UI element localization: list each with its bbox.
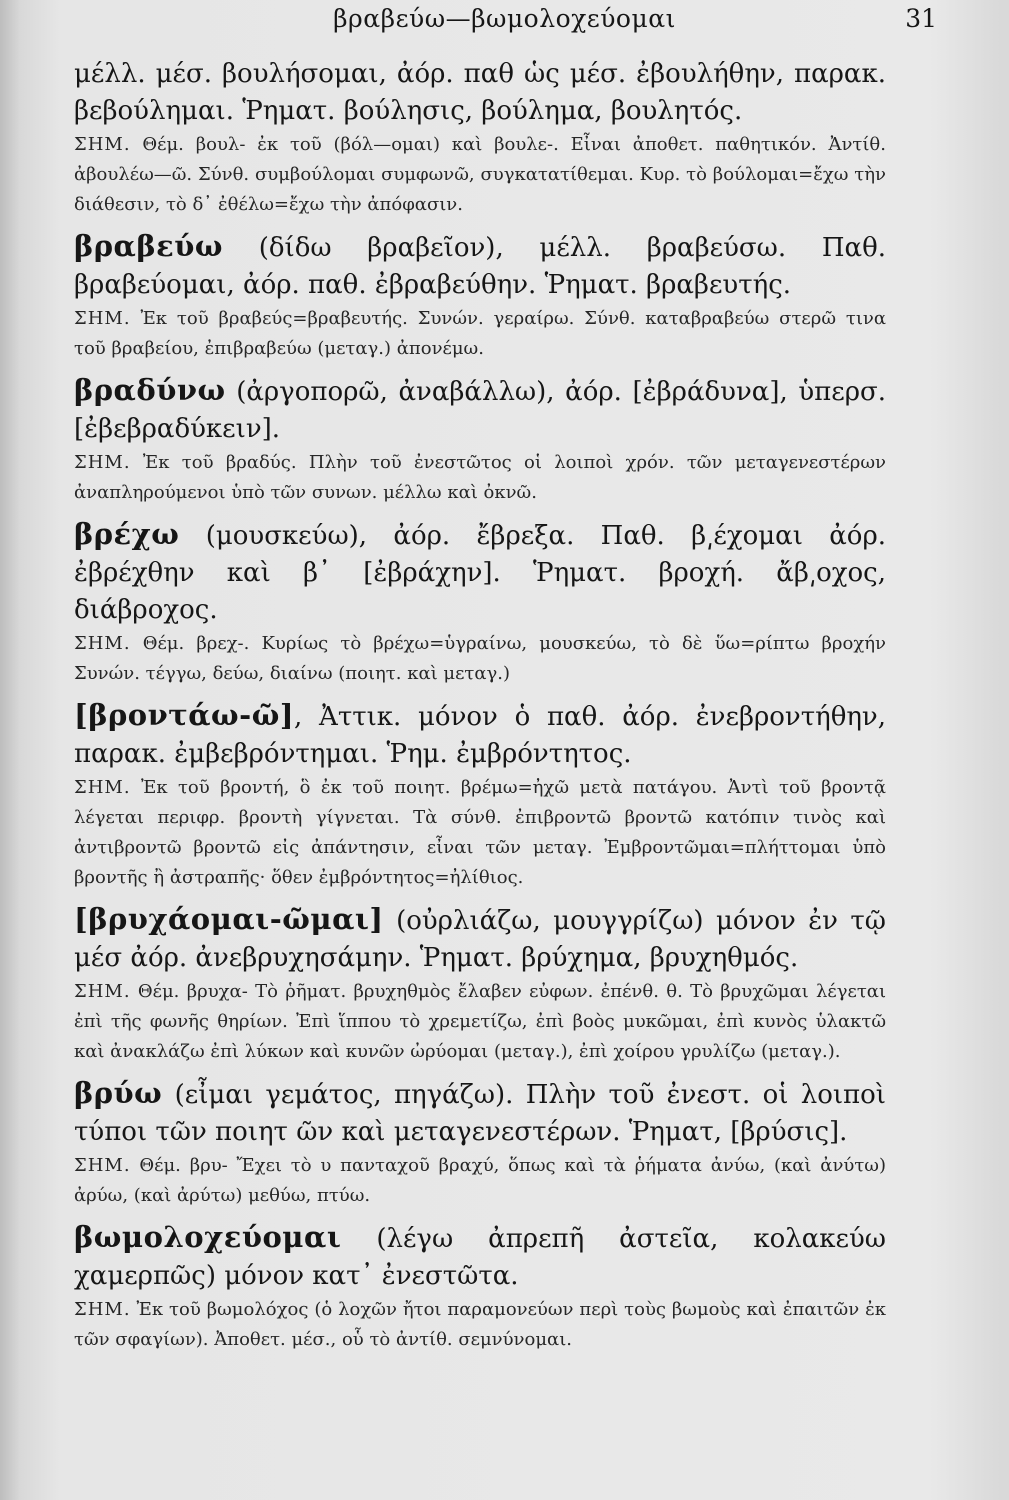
note-paragraph bbox=[74, 629, 886, 689]
running-head bbox=[0, 4, 1009, 40]
entry-text: (εἶμαι γεμάτος, πηγάζω). Πλὴν τοῦ ἐνεστ. οἱ λοιποὶ τύποι τῶν ποιητ ῶν καὶ μεταγενεστέρων. Ῥηματ, [βρύσις]. bbox=[74, 1080, 886, 1147]
entry-brabeuo bbox=[74, 228, 886, 304]
note-label: ΣΗΜ. bbox=[74, 452, 131, 473]
entry-text: μέλλ. μέσ. βουλήσομαι, ἀόρ. παθ ὡς μέσ. ἐβουλήθην, παρακ. βεβούλημαι. Ῥηματ. βούλησις, βούλημα, βουλητός. bbox=[74, 59, 886, 126]
note-label: ΣΗΜ. bbox=[74, 1155, 131, 1176]
page-content bbox=[74, 56, 886, 1355]
entry-text: (μουσκεύω), ἀόρ. ἔβρεξα. Παθ. β͵έχομαι ἀόρ. ἐβρέχθην καὶ β᾽ [ἐβράχην]. Ῥηματ. βροχή. ἄβ͵οχος, διάβροχος. bbox=[74, 521, 887, 625]
entry-brecho bbox=[74, 516, 886, 629]
note-paragraph bbox=[74, 1151, 886, 1211]
entry-brontao bbox=[74, 697, 886, 773]
entry-text: (δίδω βραβεῖον), μέλλ. βραβεύσω. Παθ. βραβεύομαι, ἀόρ. παθ. ἐβραβεύθην. Ῥηματ. βραβευτής. bbox=[74, 233, 886, 300]
head-word: [βροντάω-ῶ] bbox=[74, 698, 295, 732]
entry-text: (ἀργοπορῶ, ἀναβάλλω), ἀόρ. [ἐβράδυνα], ὑπερσ. [ἐβεβραδύκειν]. bbox=[74, 377, 887, 444]
note-paragraph bbox=[74, 773, 886, 893]
head-word: βρύω bbox=[74, 1076, 163, 1110]
note-paragraph bbox=[74, 1295, 886, 1355]
note-label: ΣΗΜ. bbox=[74, 308, 131, 329]
note-text: Ἐκ τοῦ βραβεύς=βραβευτής. Συνών. γεραίρω. Σύνθ. καταβραβεύω στερῶ τινα τοῦ βραβείου, ἐπιβραβεύω (μεταγ.) ἀπονέμω. bbox=[74, 308, 886, 359]
head-word: βρέχω bbox=[74, 517, 180, 551]
note-text: Θέμ. βρυχα- Τὸ ῥῆματ. βρυχηθμὸς ἔλαβεν εὐφων. ἐπένθ. θ. Τὸ βρυχῶμαι λέγεται ἐπὶ τῆς φωνῆς θηρίων. Ἐπὶ ἵππου τὸ χρεμετίζω, ἐπὶ βοὸς μυκῶμαι, ἐπὶ κυνὸς ὑλακτῶ καὶ ἀνακλάζω ἐπὶ λύκων καὶ κυνῶν ὠρύομαι (μεταγ.), ἐπὶ χοίρου γρυλίζω (μεταγ.). bbox=[74, 981, 886, 1062]
head-word: βραδύνω bbox=[74, 373, 226, 407]
head-word: βωμολοχεύομαι bbox=[74, 1220, 342, 1254]
entry-brychaomai bbox=[74, 901, 886, 977]
note-text: Θέμ. βουλ- ἐκ τοῦ (βόλ—ομαι) καὶ βουλε-. Εἶναι ἀποθετ. παθητικόν. Ἀντίθ. ἀβουλέω—ῶ. Σύνθ. συμβούλομαι συμφωνῶ, συγκατατίθεμαι. Κυρ. τὸ βούλομαι=ἔχω τὴν διάθεσιν, τὸ δ᾽ ἐθέλω=ἔχω τὴν ἀπόφασιν. bbox=[74, 134, 886, 215]
note-paragraph bbox=[74, 977, 886, 1067]
entry-bradyno bbox=[74, 372, 886, 448]
head-word: [βρυχάομαι-ῶμαι] bbox=[74, 902, 384, 936]
note-label: ΣΗΜ. bbox=[74, 777, 131, 798]
note-text: Θέμ. βρυ- Ἔχει τὸ υ πανταχοῦ βραχύ, ὅπως καὶ τὰ ῥήματα ἀνύω, (καὶ ἀνύτω) ἀρύω, (καὶ ἀρύτω) μεθύω, πτύω. bbox=[74, 1155, 886, 1206]
note-label: ΣΗΜ. bbox=[74, 633, 131, 654]
note-paragraph bbox=[74, 130, 886, 220]
note-label: ΣΗΜ. bbox=[74, 134, 131, 155]
entry-continuation bbox=[74, 56, 886, 130]
page-number: 31 bbox=[905, 4, 937, 33]
note-label: ΣΗΜ. bbox=[74, 981, 131, 1002]
note-paragraph bbox=[74, 448, 886, 508]
head-word: βραβεύω bbox=[74, 229, 223, 263]
entry-text: (οὐρλιάζω, μουγγρίζω) μόνον ἐν τῷ μέσ ἀόρ. ἀνεβρυχησάμην. Ῥηματ. βρύχημα, βρυχηθμός. bbox=[74, 906, 886, 973]
note-label: ΣΗΜ. bbox=[74, 1299, 131, 1320]
note-paragraph bbox=[74, 304, 886, 364]
entry-text: , Ἀττικ. μόνον ὁ παθ. ἀόρ. ἐνεβροντήθην, παρακ. ἐμβεβρόντημαι. Ῥημ. ἐμβρόντητος. bbox=[74, 702, 886, 769]
note-text: Ἐκ τοῦ βραδύς. Πλὴν τοῦ ἐνεστῶτος οἱ λοιποὶ χρόν. τῶν μεταγενεστέρων ἀναπληρούμενοι ὑπὸ τῶν συνων. μέλλω καὶ ὀκνῶ. bbox=[74, 452, 886, 503]
note-text: Ἐκ τοῦ βωμολόχος (ὁ λοχῶν ἤτοι παραμονεύων περὶ τοὺς βωμοὺς καὶ ἐπαιτῶν ἐκ τῶν σφαγίων). Ἀποθετ. μέσ., οὗ τὸ ἀντίθ. σεμνύνομαι. bbox=[74, 1299, 886, 1350]
note-text: Ἐκ τοῦ βροντή, ὃ ἐκ τοῦ ποιητ. βρέμω=ἠχῶ μετὰ πατάγου. Ἀντὶ τοῦ βροντᾷ λέγεται περιφρ. βροντὴ γίγνεται. Τὰ σύνθ. ἐπιβροντῶ βροντῶ κατόπιν τινὸς καὶ ἀντιβροντῶ βροντῶ εἰς ἀπάντησιν, εἶναι τῶν μεταγ. Ἐμβροντῶμαι=πλήττομαι ὑπὸ βροντῆς ἢ ἀστραπῆς· ὅθεν ἐμβρόντητος=ἠλίθιος. bbox=[74, 777, 886, 888]
note-text: Θέμ. βρεχ-. Κυρίως τὸ βρέχω=ὑγραίνω, μουσκεύω, τὸ δὲ ὕω=ρίπτω βροχήν Συνών. τέγγω, δεύω, διαίνω (ποιητ. καὶ μεταγ.) bbox=[74, 633, 886, 684]
entry-bomolocheuomai bbox=[74, 1219, 886, 1295]
page-title: βραβεύω—βωμολοχεύομαι bbox=[333, 4, 676, 33]
entry-bryo bbox=[74, 1075, 886, 1151]
entry-text: (λέγω ἀπρεπῆ ἀστεῖα, κολακεύω χαμερπῶς) μόνον κατ᾽ ἐνεστῶτα. bbox=[74, 1224, 886, 1291]
